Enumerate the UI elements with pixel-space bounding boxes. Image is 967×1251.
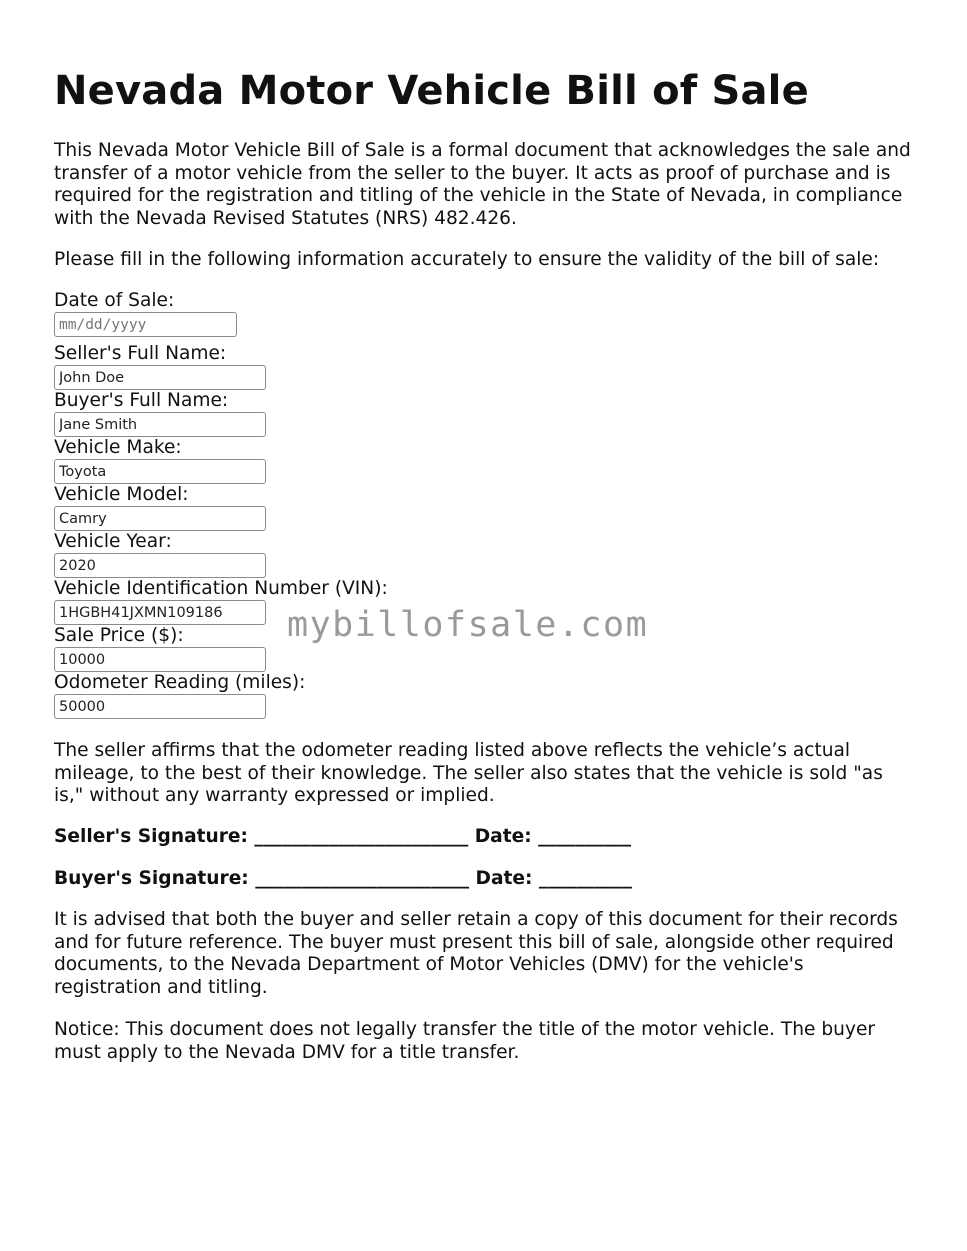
retain-notice-paragraph: It is advised that both the buyer and seller retain a copy of this document for their records and for future reference. The buyer must present this bill of sale, alongside other required documents, to the Nevada Department of Motor Vehicles (DMV) for the vehicle's registration and titling. (54, 909, 898, 998)
affirmation-paragraph: The seller affirms that the odometer reading listed above reflects the vehicle’s actual mileage, to the best of their knowledge. The seller also states that the vehicle is sold "as is," without any warranty expressed or implied. (54, 740, 883, 807)
seller-name-input[interactable] (54, 365, 266, 390)
page-title: Nevada Motor Vehicle Bill of Sale (54, 68, 809, 114)
buyer-name-label: Buyer's Full Name: (54, 390, 229, 411)
instruction-paragraph: Please fill in the following information accurately to ensure the validity of the bill of sale: (54, 249, 880, 270)
legal-notice-paragraph: Notice: This document does not legally transfer the title of the motor vehicle. The buyer must apply to the Nevada DMV for a title transfer. (54, 1019, 876, 1063)
buyer-signature-line: Buyer's Signature: _______________________ Date: __________ (54, 868, 632, 889)
sale-price-input[interactable] (54, 647, 266, 672)
date-of-sale-label: Date of Sale: (54, 290, 175, 311)
odometer-input[interactable] (54, 694, 266, 719)
vin-input[interactable] (54, 600, 266, 625)
bill-of-sale-form (54, 290, 554, 719)
odometer-label: Odometer Reading (miles): (54, 672, 306, 693)
vehicle-model-label: Vehicle Model: (54, 484, 189, 505)
intro-paragraph: This Nevada Motor Vehicle Bill of Sale is a formal document that acknowledges the sale and transfer of a motor vehicle from the seller to the buyer. It acts as proof of purchase and is required for the registration and titling of the vehicle in the State of Nevada, in compliance with the Nevada Revised Statutes (NRS) 482.426. (54, 140, 911, 229)
vehicle-year-label: Vehicle Year: (54, 531, 172, 552)
seller-signature-line: Seller's Signature: _______________________ Date: __________ (54, 826, 632, 847)
vehicle-make-label: Vehicle Make: (54, 437, 182, 458)
vehicle-model-input[interactable] (54, 506, 266, 531)
watermark: mybillofsale.com (287, 605, 649, 645)
seller-name-label: Seller's Full Name: (54, 343, 227, 364)
vehicle-year-input[interactable] (54, 553, 266, 578)
vehicle-make-input[interactable] (54, 459, 266, 484)
sale-price-label: Sale Price ($): (54, 625, 184, 646)
vin-label: Vehicle Identification Number (VIN): (54, 578, 388, 599)
buyer-name-input[interactable] (54, 412, 266, 437)
date-of-sale-input[interactable] (54, 312, 237, 337)
